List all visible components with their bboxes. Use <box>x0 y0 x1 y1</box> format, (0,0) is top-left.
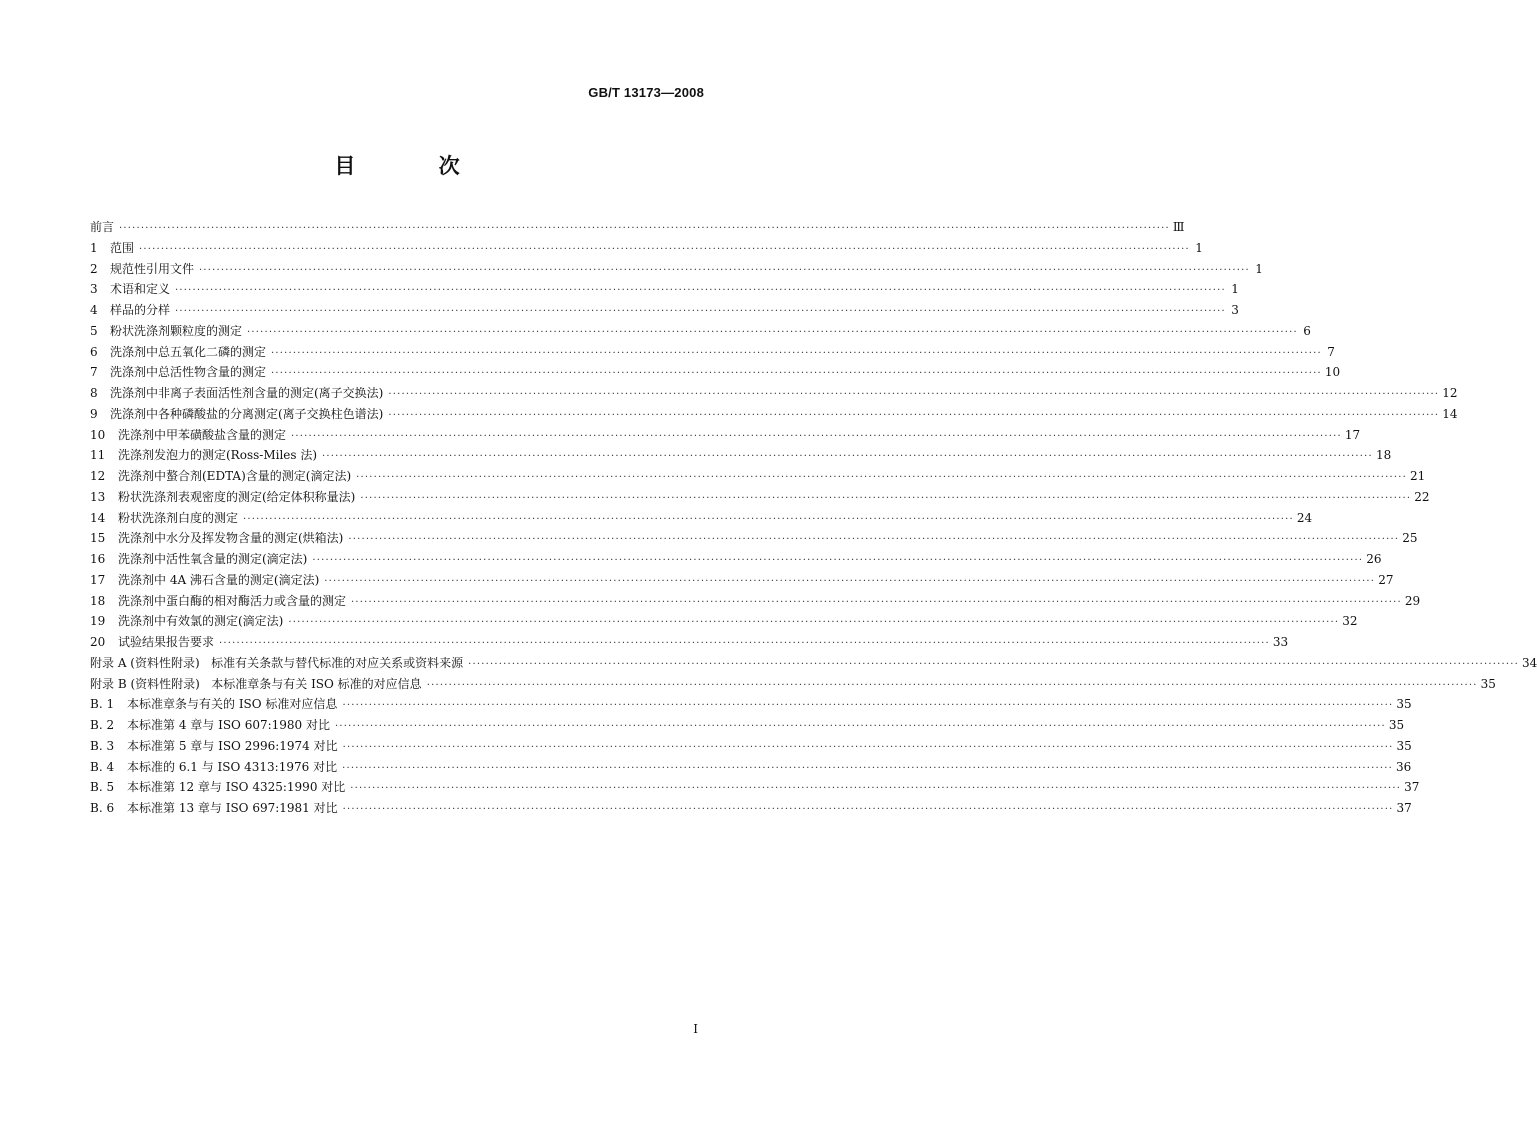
toc-entry[interactable] <box>90 466 1426 487</box>
toc-entry-title: 洗涤剂中各种磷酸盐的分离测定(离子交换柱色谱法) <box>110 406 384 421</box>
toc-dot-leader: ················································································································································································································································ <box>219 638 1270 649</box>
toc-entry-title: 本标准第 13 章与 ISO 697:1981 对比 <box>127 801 338 815</box>
toc-entry[interactable] <box>90 508 1313 529</box>
toc-entry-number: 8 <box>90 386 98 400</box>
toc-entry-number: 17 <box>90 572 106 587</box>
toc-entry-page: 37 <box>1396 801 1412 815</box>
toc-entry-page: 14 <box>1442 406 1458 421</box>
toc-dot-leader: ················································································································································································································································ <box>291 430 1342 442</box>
toc-entry-title: 附录 A (资料性附录) 标准有关条款与替代标准的对应关系或资料来源 <box>90 655 464 670</box>
toc-entry[interactable] <box>90 425 1361 446</box>
toc-entry-number: B. 4 <box>90 759 115 774</box>
toc-entry-number: 2 <box>90 261 98 276</box>
toc-entry-number: B. 6 <box>90 801 115 815</box>
toc-entry-title: 洗涤剂中非离子表面活性剂含量的测定(离子交换法) <box>110 386 384 400</box>
toc-entry-page: 34 <box>1522 655 1537 670</box>
toc-entry-title: 粉状洗涤剂白度的测定 <box>118 510 239 525</box>
toc-entry[interactable] <box>90 736 1412 757</box>
toc-entry[interactable] <box>90 653 1537 674</box>
toc-dot-leader: ················································································································································································································································ <box>335 721 1386 732</box>
toc-dot-leader: ················································································································································································································································ <box>243 513 1294 525</box>
toc-entry-title: 本标准第 4 章与 ISO 607:1980 对比 <box>127 718 330 732</box>
toc-entry-number: 4 <box>90 303 98 317</box>
toc-dot-leader: ················································································································································································································································ <box>388 409 1440 421</box>
toc-entry-number: 9 <box>90 406 98 421</box>
toc-entry-number: 10 <box>90 427 106 442</box>
toc-dot-leader: ················································································································································································································································ <box>312 555 1364 566</box>
toc-entry-number: 6 <box>90 344 98 359</box>
toc-dot-leader: ················································································································································································································································ <box>175 306 1226 317</box>
toc-entry-title: 本标准章条与有关的 ISO 标准对应信息 <box>127 697 338 712</box>
toc-entry-number: 3 <box>90 282 98 297</box>
toc-entry-page: 36 <box>1395 759 1412 774</box>
toc-entry-title: 洗涤剂中活性氧含量的测定(滴定法) <box>118 552 308 566</box>
toc-entry-page: 1 <box>1231 282 1239 297</box>
toc-entry[interactable] <box>90 342 1335 363</box>
toc-entry-title: 前言 <box>90 220 115 234</box>
toc-entry-number: 13 <box>90 489 106 504</box>
toc-dot-leader: ················································································································································································································································ <box>119 223 1170 234</box>
toc-entry-page: 6 <box>1303 323 1311 338</box>
toc-entry-page: 1 <box>1255 261 1263 276</box>
toc-dot-leader: ················································································································································································································································ <box>468 658 1519 670</box>
toc-entry-number: 15 <box>90 531 106 546</box>
toc-entry-page: 29 <box>1404 593 1421 608</box>
toc-entry-title: 洗涤剂中总活性物含量的测定 <box>110 365 267 380</box>
toc-dot-leader: ················································································································································································································································ <box>360 492 1412 504</box>
toc-dot-leader: ················································································································································································································································ <box>356 472 1408 483</box>
toc-entry-number: B. 5 <box>90 780 115 795</box>
toc-entry-title: 洗涤剂中水分及挥发物含量的测定(烘箱法) <box>118 531 344 546</box>
toc-dot-leader: ················································································································································································································································ <box>139 243 1190 255</box>
toc-entry[interactable] <box>90 528 1418 549</box>
toc-entry[interactable] <box>90 674 1496 695</box>
toc-entry-page: 17 <box>1344 427 1361 442</box>
toc-dot-leader: ················································································································································································································································ <box>342 804 1394 815</box>
toc-entry-page: 22 <box>1414 489 1430 504</box>
toc-entry-page: 35 <box>1480 676 1496 691</box>
toc-dot-leader: ················································································································································································································································ <box>388 389 1440 400</box>
toc-entry-title: 粉状洗涤剂表观密度的测定(给定体积称量法) <box>118 489 356 504</box>
toc-entry[interactable] <box>90 757 1412 778</box>
toc-entry-page: 27 <box>1378 572 1394 587</box>
toc-entry-page: 12 <box>1442 386 1458 400</box>
toc-entry[interactable] <box>90 694 1412 715</box>
page-title: 目 次 <box>334 154 498 178</box>
toc-entry-page: Ⅲ <box>1172 220 1185 234</box>
toc-entry[interactable] <box>90 404 1458 425</box>
toc-entry-title: 附录 B (资料性附录) 本标准章条与有关 ISO 标准的对应信息 <box>90 676 422 691</box>
toc-entry-page: 3 <box>1231 303 1239 317</box>
toc-entry-title: 洗涤剂中总五氧化二磷的测定 <box>110 344 267 359</box>
toc-entry-title: 洗涤剂中蛋白酶的相对酶活力或含量的测定 <box>118 593 347 608</box>
toc-dot-leader: ················································································································································································································································ <box>426 679 1478 691</box>
toc-dot-leader: ················································································································································································································································ <box>271 347 1322 359</box>
toc-entry[interactable] <box>90 487 1430 508</box>
toc-entry[interactable] <box>90 445 1392 466</box>
toc-entry-title: 本标准第 5 章与 ISO 2996:1974 对比 <box>127 738 338 753</box>
toc-entry-number: B. 3 <box>90 738 115 753</box>
toc-entry-number: 7 <box>90 365 98 380</box>
toc-entry-title: 洗涤剂发泡力的测定(Ross-Miles 法) <box>118 448 318 463</box>
toc-entry-page: 25 <box>1402 531 1418 546</box>
toc-entry-title: 本标准第 12 章与 ISO 4325:1990 对比 <box>127 780 346 795</box>
toc-entry-page: 35 <box>1396 738 1412 753</box>
toc-entry-number: B. 1 <box>90 697 115 712</box>
toc-dot-leader: ················································································································································································································································ <box>342 741 1394 753</box>
toc-entry-page: 10 <box>1324 365 1341 380</box>
toc-dot-leader: ················································································································································································································································ <box>342 762 1393 774</box>
toc-dot-leader: ················································································································································································································································ <box>199 264 1250 276</box>
toc-entry-title: 本标准的 6.1 与 ISO 4313:1976 对比 <box>127 759 338 774</box>
toc-entry-number: 1 <box>90 240 98 255</box>
toc-dot-leader: ················································································································································································································································ <box>348 534 1400 546</box>
toc-entry-page: 35 <box>1396 697 1412 712</box>
toc-entry-title: 样品的分样 <box>110 303 171 317</box>
toc-entry-page: 32 <box>1342 614 1358 629</box>
toc-entry-number: B. 2 <box>90 718 115 732</box>
toc-dot-leader: ················································································································································································································································ <box>324 575 1376 587</box>
toc-entry[interactable] <box>90 279 1239 300</box>
toc-entry[interactable] <box>90 362 1341 383</box>
toc-entry-number: 11 <box>90 448 106 463</box>
toc-entry-number: 20 <box>90 635 106 649</box>
toc-entry[interactable] <box>90 259 1263 280</box>
toc-dot-leader: ················································································································································································································································ <box>322 451 1373 463</box>
toc-entry[interactable] <box>90 238 1203 259</box>
toc-entry[interactable] <box>90 321 1311 342</box>
toc-entry[interactable] <box>90 611 1358 632</box>
toc-entry[interactable] <box>90 715 1405 736</box>
toc-entry-title: 洗涤剂中有效氯的测定(滴定法) <box>118 614 284 629</box>
toc-entry[interactable] <box>90 777 1420 798</box>
toc-dot-leader: ················································································································································································································································ <box>342 700 1394 712</box>
toc-dot-leader: ················································································································································································································································ <box>175 285 1226 297</box>
toc-dot-leader: ················································································································································································································································ <box>247 326 1298 338</box>
toc-entry-number: 16 <box>90 552 106 566</box>
toc-entry-number: 19 <box>90 614 106 629</box>
toc-entry-title: 规范性引用文件 <box>110 261 195 276</box>
toc-entry-title: 试验结果报告要求 <box>118 635 215 649</box>
toc-entry-title: 洗涤剂中 4A 沸石含量的测定(滴定法) <box>118 572 320 587</box>
toc-entry-number: 12 <box>90 469 106 483</box>
toc-entry[interactable] <box>90 798 1412 819</box>
toc-entry-number: 5 <box>90 323 98 338</box>
toc-entry[interactable] <box>90 383 1458 404</box>
page-number: I <box>693 1022 698 1036</box>
toc-entry-page: 33 <box>1272 635 1289 649</box>
toc-entry[interactable] <box>90 217 1185 238</box>
toc-dot-leader: ················································································································································································································································ <box>288 617 1340 629</box>
toc-dot-leader: ················································································································································································································································ <box>351 596 1402 608</box>
toc-entry-page: 24 <box>1296 510 1313 525</box>
toc-entry-page: 18 <box>1375 448 1392 463</box>
toc-entry[interactable] <box>90 570 1394 591</box>
toc-entry-page: 7 <box>1327 344 1335 359</box>
toc-entry[interactable] <box>90 549 1382 570</box>
toc-dot-leader: ················································································································································································································································ <box>271 368 1322 380</box>
toc-entry[interactable] <box>90 591 1421 612</box>
toc-entry-title: 洗涤剂中螯合剂(EDTA)含量的测定(滴定法) <box>118 469 352 483</box>
toc-entry-number: 14 <box>90 510 106 525</box>
toc-entry[interactable] <box>90 300 1239 321</box>
toc-dot-leader: ················································································································································································································································ <box>350 783 1402 795</box>
toc-entry-page: 37 <box>1404 780 1420 795</box>
toc-entry[interactable] <box>90 632 1289 653</box>
toc-entry-title: 范围 <box>110 240 135 255</box>
toc-entry-title: 洗涤剂中甲苯磺酸盐含量的测定 <box>118 427 287 442</box>
toc-entry-title: 粉状洗涤剂颗粒度的测定 <box>110 323 243 338</box>
toc-entry-page: 21 <box>1410 469 1426 483</box>
toc-entry-page: 1 <box>1195 240 1203 255</box>
toc-entry-number: 18 <box>90 593 106 608</box>
toc-entry-page: 35 <box>1388 718 1405 732</box>
toc-entry-page: 26 <box>1366 552 1382 566</box>
table-of-contents <box>90 217 1537 819</box>
toc-entry-title: 术语和定义 <box>110 282 171 297</box>
standard-number: GB/T 13173—2008 <box>588 85 704 100</box>
